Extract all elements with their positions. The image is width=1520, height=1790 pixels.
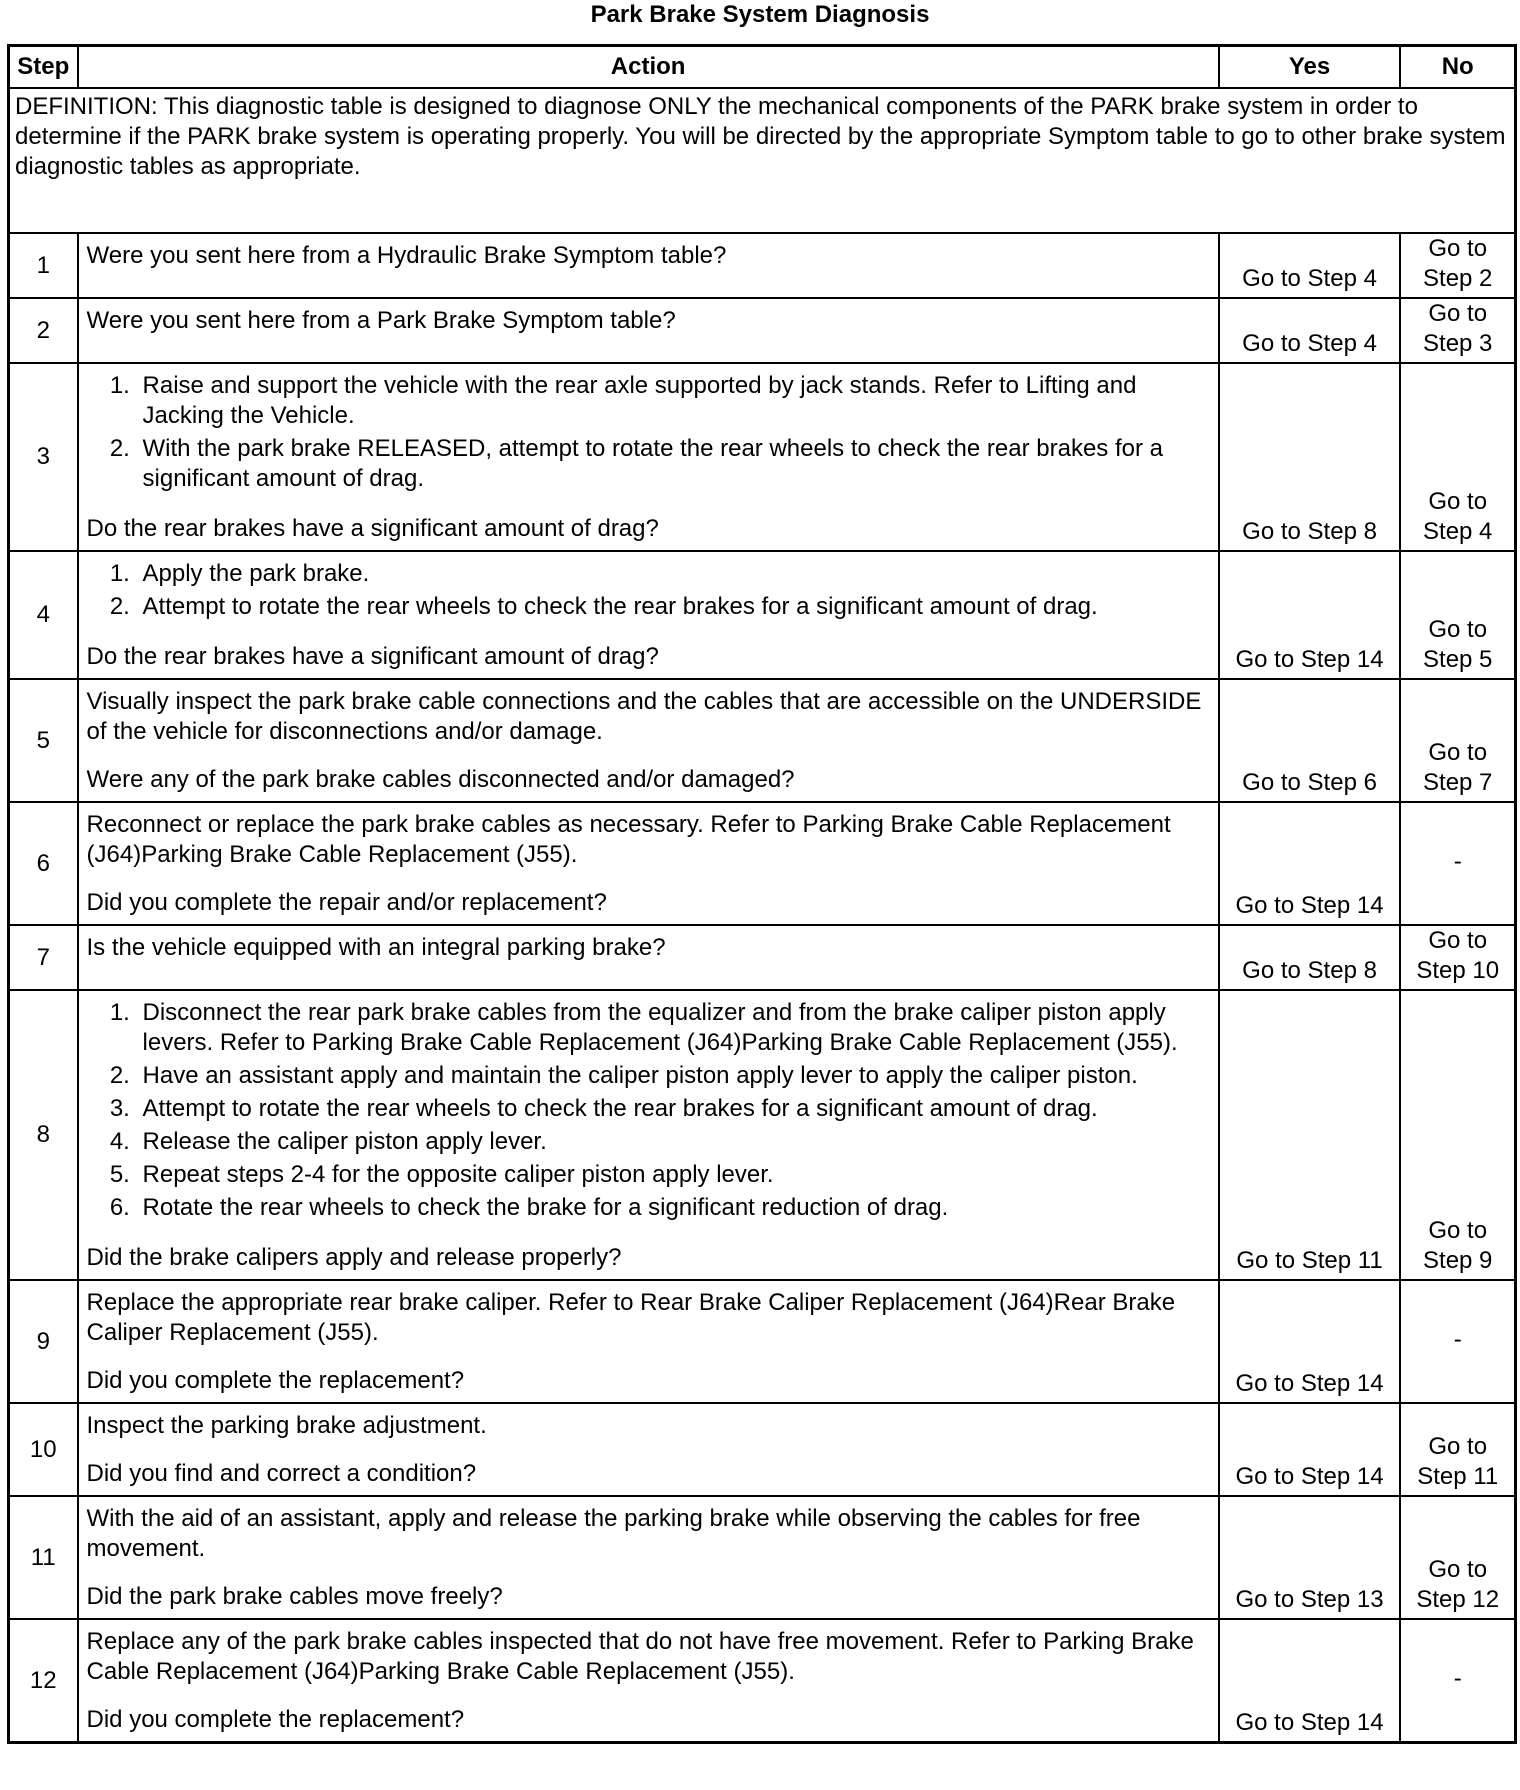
list-item: 1. Apply the park brake. [137, 559, 1210, 589]
yes-outcome: Go to Step 14 [1219, 551, 1401, 679]
step-number: 6 [9, 802, 78, 925]
action-text: Were you sent here from a Park Brake Symptom table? [86, 307, 676, 334]
no-outcome: Go to Step 12 [1400, 1496, 1515, 1619]
table-row [9, 298, 1516, 363]
list-item: 1. Raise and support the vehicle with the rear axle supported by jack stands. Refer to Lifting and Jacking the Vehicle. [137, 371, 1210, 431]
list-item: 1. Disconnect the rear park brake cables from the equalizer and from the brake caliper piston apply levers. Refer to Parking Brake Cable Replacement (J64)Parking Brake Cable Replacement (J55). [137, 998, 1210, 1058]
step-action [78, 233, 1219, 298]
yes-outcome: Go to Step 8 [1219, 363, 1401, 551]
table-row [9, 1403, 1516, 1496]
table-row [9, 363, 1516, 551]
header-step: Step [9, 46, 78, 89]
step-action [78, 298, 1219, 363]
action-question: Did you complete the replacement? [86, 1706, 465, 1733]
action-text: Inspect the parking brake adjustment. [86, 1412, 487, 1439]
action-question: Did you complete the repair and/or replacement? [86, 889, 607, 916]
step-action [78, 1496, 1219, 1619]
list-item: 3. Attempt to rotate the rear wheels to check the rear brakes for a significant amount of drag. [137, 1094, 1210, 1124]
step-number: 4 [9, 551, 78, 679]
step-action [78, 990, 1219, 1280]
list-item: 6. Rotate the rear wheels to check the brake for a significant reduction of drag. [137, 1193, 1210, 1223]
header-action: Action [78, 46, 1219, 89]
action-text: Replace any of the park brake cables inspected that do not have free movement. Refer to Parking Brake Cable Replacement (J64)Parking Brake Cable Replacement (J55). [86, 1628, 1194, 1685]
yes-outcome: Go to Step 14 [1219, 802, 1401, 925]
step-action [78, 802, 1219, 925]
action-list [87, 998, 1210, 1223]
action-text: Replace the appropriate rear brake caliper. Refer to Rear Brake Caliper Replacement (J64)Rear Brake Caliper Replacement (J55). [86, 1289, 1176, 1346]
yes-outcome: Go to Step 6 [1219, 679, 1401, 802]
action-text: With the aid of an assistant, apply and release the parking brake while observing the cables for free movement. [86, 1505, 1141, 1562]
action-question: Did you complete the replacement? [86, 1367, 465, 1394]
table-row [9, 990, 1516, 1280]
action-question: Did the brake calipers apply and release properly? [86, 1244, 622, 1271]
yes-outcome: Go to Step 8 [1219, 925, 1401, 990]
no-outcome: - [1400, 802, 1515, 925]
action-text: Reconnect or replace the park brake cables as necessary. Refer to Parking Brake Cable Replacement (J64)Parking Brake Cable Replacement (J55). [86, 811, 1171, 868]
step-number: 3 [9, 363, 78, 551]
yes-outcome: Go to Step 11 [1219, 990, 1401, 1280]
list-item: 2. With the park brake RELEASED, attempt to rotate the rear wheels to check the rear brakes for a significant amount of drag. [137, 434, 1210, 494]
action-list [87, 371, 1210, 494]
step-number: 2 [9, 298, 78, 363]
yes-outcome: Go to Step 14 [1219, 1280, 1401, 1403]
table-row [9, 1619, 1516, 1743]
action-list [87, 559, 1210, 622]
list-item: 4. Release the caliper piston apply lever. [137, 1127, 1210, 1157]
action-question: Were any of the park brake cables disconnected and/or damaged? [86, 766, 795, 793]
yes-outcome: Go to Step 4 [1219, 298, 1401, 363]
step-action [78, 925, 1219, 990]
yes-outcome: Go to Step 13 [1219, 1496, 1401, 1619]
definition-row [9, 88, 1516, 233]
step-number: 7 [9, 925, 78, 990]
yes-outcome: Go to Step 4 [1219, 233, 1401, 298]
table-row [9, 925, 1516, 990]
definition-text: DEFINITION: This diagnostic table is designed to diagnose ONLY the mechanical components of the PARK brake system in order to determine if the PARK brake system is operating properly. You will be directed by the appropriate Symptom table to go to other brake system diagnostic tables as appropriate. [9, 88, 1516, 233]
table-row [9, 551, 1516, 679]
yes-outcome: Go to Step 14 [1219, 1619, 1401, 1743]
list-item: 5. Repeat steps 2-4 for the opposite caliper piston apply lever. [137, 1160, 1210, 1190]
step-number: 8 [9, 990, 78, 1280]
yes-outcome: Go to Step 14 [1219, 1403, 1401, 1496]
step-number: 12 [9, 1619, 78, 1743]
no-outcome: Go to Step 3 [1400, 298, 1515, 363]
page-title: Park Brake System Diagnosis [590, 1, 930, 28]
table-row [9, 802, 1516, 925]
step-action [78, 551, 1219, 679]
table-row [9, 233, 1516, 298]
list-item: 2. Have an assistant apply and maintain the caliper piston apply lever to apply the caliper piston. [137, 1061, 1210, 1091]
step-number: 5 [9, 679, 78, 802]
action-text: Visually inspect the park brake cable connections and the cables that are accessible on the UNDERSIDE of the vehicle for disconnections and/or damage. [86, 688, 1202, 745]
step-number: 10 [9, 1403, 78, 1496]
no-outcome: Go to Step 9 [1400, 990, 1515, 1280]
no-outcome: Go to Step 4 [1400, 363, 1515, 551]
no-outcome: Go to Step 11 [1400, 1403, 1515, 1496]
step-action [78, 363, 1219, 551]
diagnosis-table [7, 44, 1517, 1744]
step-number: 1 [9, 233, 78, 298]
no-outcome: Go to Step 10 [1400, 925, 1515, 990]
no-outcome: Go to Step 2 [1400, 233, 1515, 298]
table-row [9, 679, 1516, 802]
step-number: 11 [9, 1496, 78, 1619]
action-question: Did you find and correct a condition? [86, 1460, 477, 1487]
step-action [78, 1280, 1219, 1403]
no-outcome: Go to Step 7 [1400, 679, 1515, 802]
no-outcome: - [1400, 1619, 1515, 1743]
list-item: 2. Attempt to rotate the rear wheels to check the rear brakes for a significant amount of drag. [137, 592, 1210, 622]
header-no: No [1400, 46, 1515, 89]
no-outcome: - [1400, 1280, 1515, 1403]
header-yes: Yes [1219, 46, 1401, 89]
action-text: Is the vehicle equipped with an integral parking brake? [86, 934, 666, 961]
step-action [78, 1619, 1219, 1743]
step-action [78, 679, 1219, 802]
action-question: Did the park brake cables move freely? [86, 1583, 503, 1610]
table-row [9, 1496, 1516, 1619]
action-text: Were you sent here from a Hydraulic Brake Symptom table? [86, 242, 727, 269]
action-question: Do the rear brakes have a significant amount of drag? [86, 515, 659, 542]
header-row [9, 46, 1516, 89]
step-action [78, 1403, 1219, 1496]
step-number: 9 [9, 1280, 78, 1403]
table-row [9, 1280, 1516, 1403]
no-outcome: Go to Step 5 [1400, 551, 1515, 679]
action-question: Do the rear brakes have a significant amount of drag? [86, 643, 659, 670]
